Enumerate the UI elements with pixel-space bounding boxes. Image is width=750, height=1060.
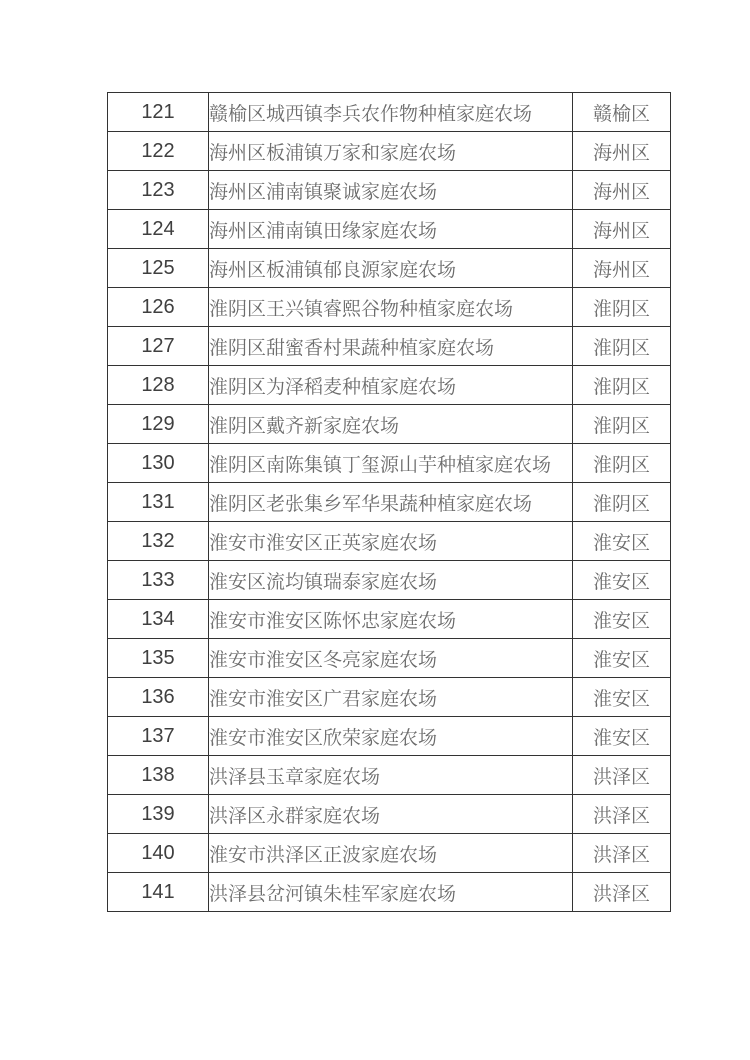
district-name: 淮安区 bbox=[573, 717, 671, 756]
table-row bbox=[108, 522, 671, 561]
table-row bbox=[108, 327, 671, 366]
row-number: 126 bbox=[108, 288, 209, 327]
farm-list-table bbox=[107, 92, 671, 912]
district-name: 淮阴区 bbox=[573, 444, 671, 483]
row-number: 121 bbox=[108, 93, 209, 132]
row-number: 129 bbox=[108, 405, 209, 444]
district-name: 洪泽区 bbox=[573, 795, 671, 834]
table-row bbox=[108, 444, 671, 483]
row-number: 122 bbox=[108, 132, 209, 171]
farm-name: 海州区板浦镇郁良源家庭农场 bbox=[209, 249, 573, 288]
farm-name: 海州区浦南镇田缘家庭农场 bbox=[209, 210, 573, 249]
table-row bbox=[108, 678, 671, 717]
farm-name: 淮阴区王兴镇睿熙谷物种植家庭农场 bbox=[209, 288, 573, 327]
district-name: 海州区 bbox=[573, 210, 671, 249]
table-row bbox=[108, 600, 671, 639]
district-name: 淮阴区 bbox=[573, 483, 671, 522]
farm-name: 淮阴区戴齐新家庭农场 bbox=[209, 405, 573, 444]
district-name: 淮安区 bbox=[573, 678, 671, 717]
row-number: 130 bbox=[108, 444, 209, 483]
district-name: 洪泽区 bbox=[573, 756, 671, 795]
row-number: 123 bbox=[108, 171, 209, 210]
district-name: 淮安区 bbox=[573, 600, 671, 639]
district-name: 洪泽区 bbox=[573, 834, 671, 873]
table-row bbox=[108, 561, 671, 600]
farm-name: 海州区浦南镇聚诚家庭农场 bbox=[209, 171, 573, 210]
farm-name: 淮安市淮安区正英家庭农场 bbox=[209, 522, 573, 561]
row-number: 125 bbox=[108, 249, 209, 288]
table-row bbox=[108, 93, 671, 132]
farm-name: 淮阴区南陈集镇丁玺源山芋种植家庭农场 bbox=[209, 444, 573, 483]
district-name: 洪泽区 bbox=[573, 873, 671, 912]
farm-name: 淮安市淮安区陈怀忠家庭农场 bbox=[209, 600, 573, 639]
table-row bbox=[108, 210, 671, 249]
district-name: 淮阴区 bbox=[573, 288, 671, 327]
district-name: 海州区 bbox=[573, 132, 671, 171]
table-row bbox=[108, 288, 671, 327]
row-number: 140 bbox=[108, 834, 209, 873]
farm-name: 淮阴区老张集乡军华果蔬种植家庭农场 bbox=[209, 483, 573, 522]
table-row bbox=[108, 639, 671, 678]
row-number: 131 bbox=[108, 483, 209, 522]
row-number: 138 bbox=[108, 756, 209, 795]
row-number: 134 bbox=[108, 600, 209, 639]
farm-name: 淮安市淮安区冬亮家庭农场 bbox=[209, 639, 573, 678]
row-number: 135 bbox=[108, 639, 209, 678]
farm-name: 淮阴区甜蜜香村果蔬种植家庭农场 bbox=[209, 327, 573, 366]
table-row bbox=[108, 834, 671, 873]
district-name: 赣榆区 bbox=[573, 93, 671, 132]
table-row bbox=[108, 405, 671, 444]
farm-name: 淮安市洪泽区正波家庭农场 bbox=[209, 834, 573, 873]
district-name: 淮安区 bbox=[573, 639, 671, 678]
row-number: 124 bbox=[108, 210, 209, 249]
district-name: 淮阴区 bbox=[573, 405, 671, 444]
table-row bbox=[108, 132, 671, 171]
row-number: 139 bbox=[108, 795, 209, 834]
farm-name: 淮安市淮安区广君家庭农场 bbox=[209, 678, 573, 717]
table-row bbox=[108, 795, 671, 834]
row-number: 136 bbox=[108, 678, 209, 717]
district-name: 淮安区 bbox=[573, 522, 671, 561]
farm-name: 洪泽县玉章家庭农场 bbox=[209, 756, 573, 795]
farm-name: 洪泽县岔河镇朱桂军家庭农场 bbox=[209, 873, 573, 912]
farm-name: 海州区板浦镇万家和家庭农场 bbox=[209, 132, 573, 171]
farm-name: 赣榆区城西镇李兵农作物种植家庭农场 bbox=[209, 93, 573, 132]
district-name: 海州区 bbox=[573, 171, 671, 210]
row-number: 127 bbox=[108, 327, 209, 366]
farm-name: 淮阴区为泽稻麦种植家庭农场 bbox=[209, 366, 573, 405]
farm-name: 淮安区流均镇瑞泰家庭农场 bbox=[209, 561, 573, 600]
table-row bbox=[108, 366, 671, 405]
table-row bbox=[108, 483, 671, 522]
row-number: 137 bbox=[108, 717, 209, 756]
table-row bbox=[108, 756, 671, 795]
table-row bbox=[108, 873, 671, 912]
farm-name: 淮安市淮安区欣荣家庭农场 bbox=[209, 717, 573, 756]
row-number: 132 bbox=[108, 522, 209, 561]
table-row bbox=[108, 171, 671, 210]
table-row bbox=[108, 249, 671, 288]
district-name: 淮安区 bbox=[573, 561, 671, 600]
farm-name: 洪泽区永群家庭农场 bbox=[209, 795, 573, 834]
district-name: 淮阴区 bbox=[573, 366, 671, 405]
table-row bbox=[108, 717, 671, 756]
row-number: 133 bbox=[108, 561, 209, 600]
farm-table-body bbox=[108, 93, 671, 912]
row-number: 128 bbox=[108, 366, 209, 405]
district-name: 海州区 bbox=[573, 249, 671, 288]
district-name: 淮阴区 bbox=[573, 327, 671, 366]
row-number: 141 bbox=[108, 873, 209, 912]
